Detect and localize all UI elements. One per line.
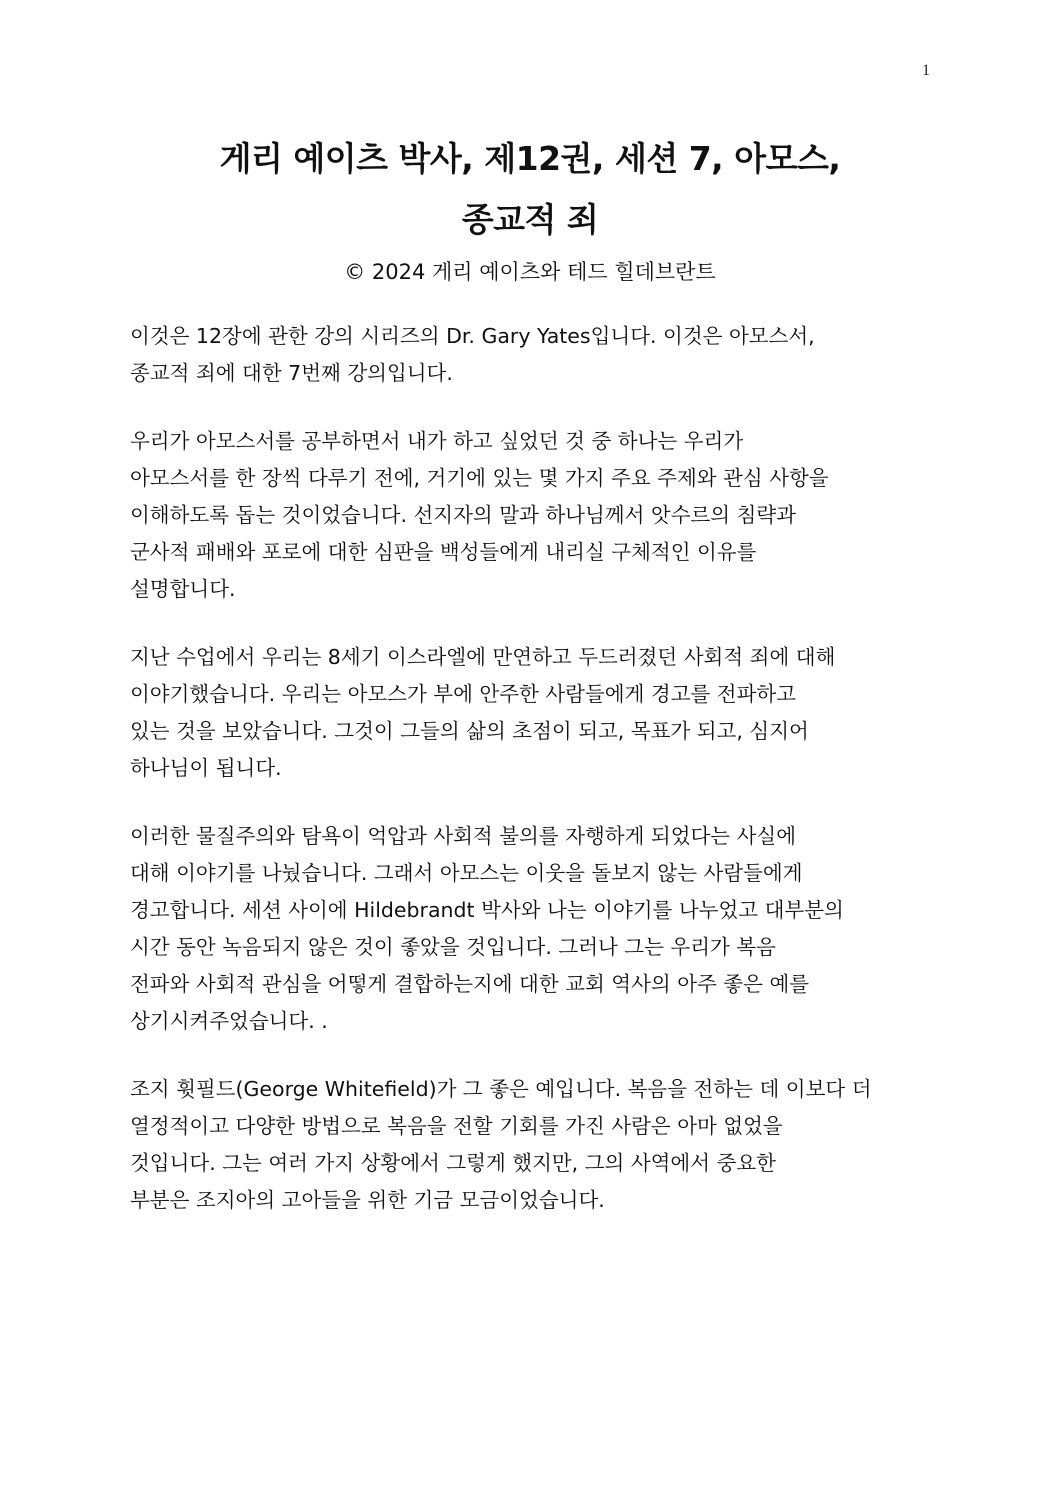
text-line: 아모스서를 한 장씩 다루기 전에, 거기에 있는 몇 가지 주요 주제와 관심 사항을 xyxy=(130,466,829,490)
copyright-notice: © 2024 게리 예이츠와 테드 힐데브란트 xyxy=(344,260,716,284)
paragraph-3 xyxy=(130,639,930,787)
text-line: 군사적 패배와 포로에 대한 심판을 백성들에게 내리실 구체적인 이유를 xyxy=(130,540,757,564)
body-text xyxy=(130,318,930,1250)
text-line: 조지 휫필드(George Whitefield)가 그 좋은 예입니다. 복음을 전하는 데 이보다 더 xyxy=(130,1077,872,1101)
text-line: 지난 수업에서 우리는 8세기 이스라엘에 만연하고 두드러졌던 사회적 죄에 대해 xyxy=(130,645,836,669)
text-line: 설명합니다. xyxy=(130,577,236,601)
text-line: 이러한 물질주의와 탐욕이 억압과 사회적 불의를 자행하게 되었다는 사실에 xyxy=(130,824,797,848)
text-line: 것입니다. 그는 여러 가지 상황에서 그렇게 했지만, 그의 사역에서 중요한 xyxy=(130,1151,776,1175)
paragraph-2 xyxy=(130,423,930,608)
page-number: 1 xyxy=(922,62,930,79)
document-title xyxy=(120,128,940,250)
text-line: 이야기했습니다. 우리는 아모스가 부에 안주한 사람들에게 경고를 전파하고 xyxy=(130,682,797,706)
paragraph-4 xyxy=(130,818,930,1040)
text-line: 부분은 조지아의 고아들을 위한 기금 모금이었습니다. xyxy=(130,1188,605,1212)
text-line: 경고합니다. 세션 사이에 Hildebrandt 박사와 나는 이야기를 나누었고 대부분의 xyxy=(130,898,844,922)
text-line: 대해 이야기를 나눴습니다. 그래서 아모스는 이웃을 돌보지 않는 사람들에게 xyxy=(130,861,803,885)
title-line-2: 종교적 죄 xyxy=(461,200,599,239)
text-line: 종교적 죄에 대한 7번째 강의입니다. xyxy=(130,361,453,385)
title-line-1: 게리 예이츠 박사, 제12권, 세션 7, 아모스, xyxy=(219,139,841,178)
text-line: 있는 것을 보았습니다. 그것이 그들의 삶의 초점이 되고, 목표가 되고, 심지어 xyxy=(130,719,809,743)
text-line: 우리가 아모스서를 공부하면서 내가 하고 싶었던 것 중 하나는 우리가 xyxy=(130,429,744,453)
text-line: 전파와 사회적 관심을 어떻게 결합하는지에 대한 교회 역사의 아주 좋은 예를 xyxy=(130,972,810,996)
text-line: 시간 동안 녹음되지 않은 것이 좋았을 것입니다. 그러나 그는 우리가 복음 xyxy=(130,935,776,959)
text-line: 이해하도록 돕는 것이었습니다. 선지자의 말과 하나님께서 앗수르의 침략과 xyxy=(130,503,797,527)
paragraph-5 xyxy=(130,1071,930,1219)
text-line: 상기시켜주었습니다. . xyxy=(130,1009,328,1033)
paragraph-1 xyxy=(130,318,930,392)
text-line: 하나님이 됩니다. xyxy=(130,756,282,780)
text-line: 이것은 12장에 관한 강의 시리즈의 Dr. Gary Yates입니다. 이것은 아모스서, xyxy=(130,324,815,348)
text-line: 열정적이고 다양한 방법으로 복음을 전할 기회를 가진 사람은 아마 없었을 xyxy=(130,1114,783,1138)
